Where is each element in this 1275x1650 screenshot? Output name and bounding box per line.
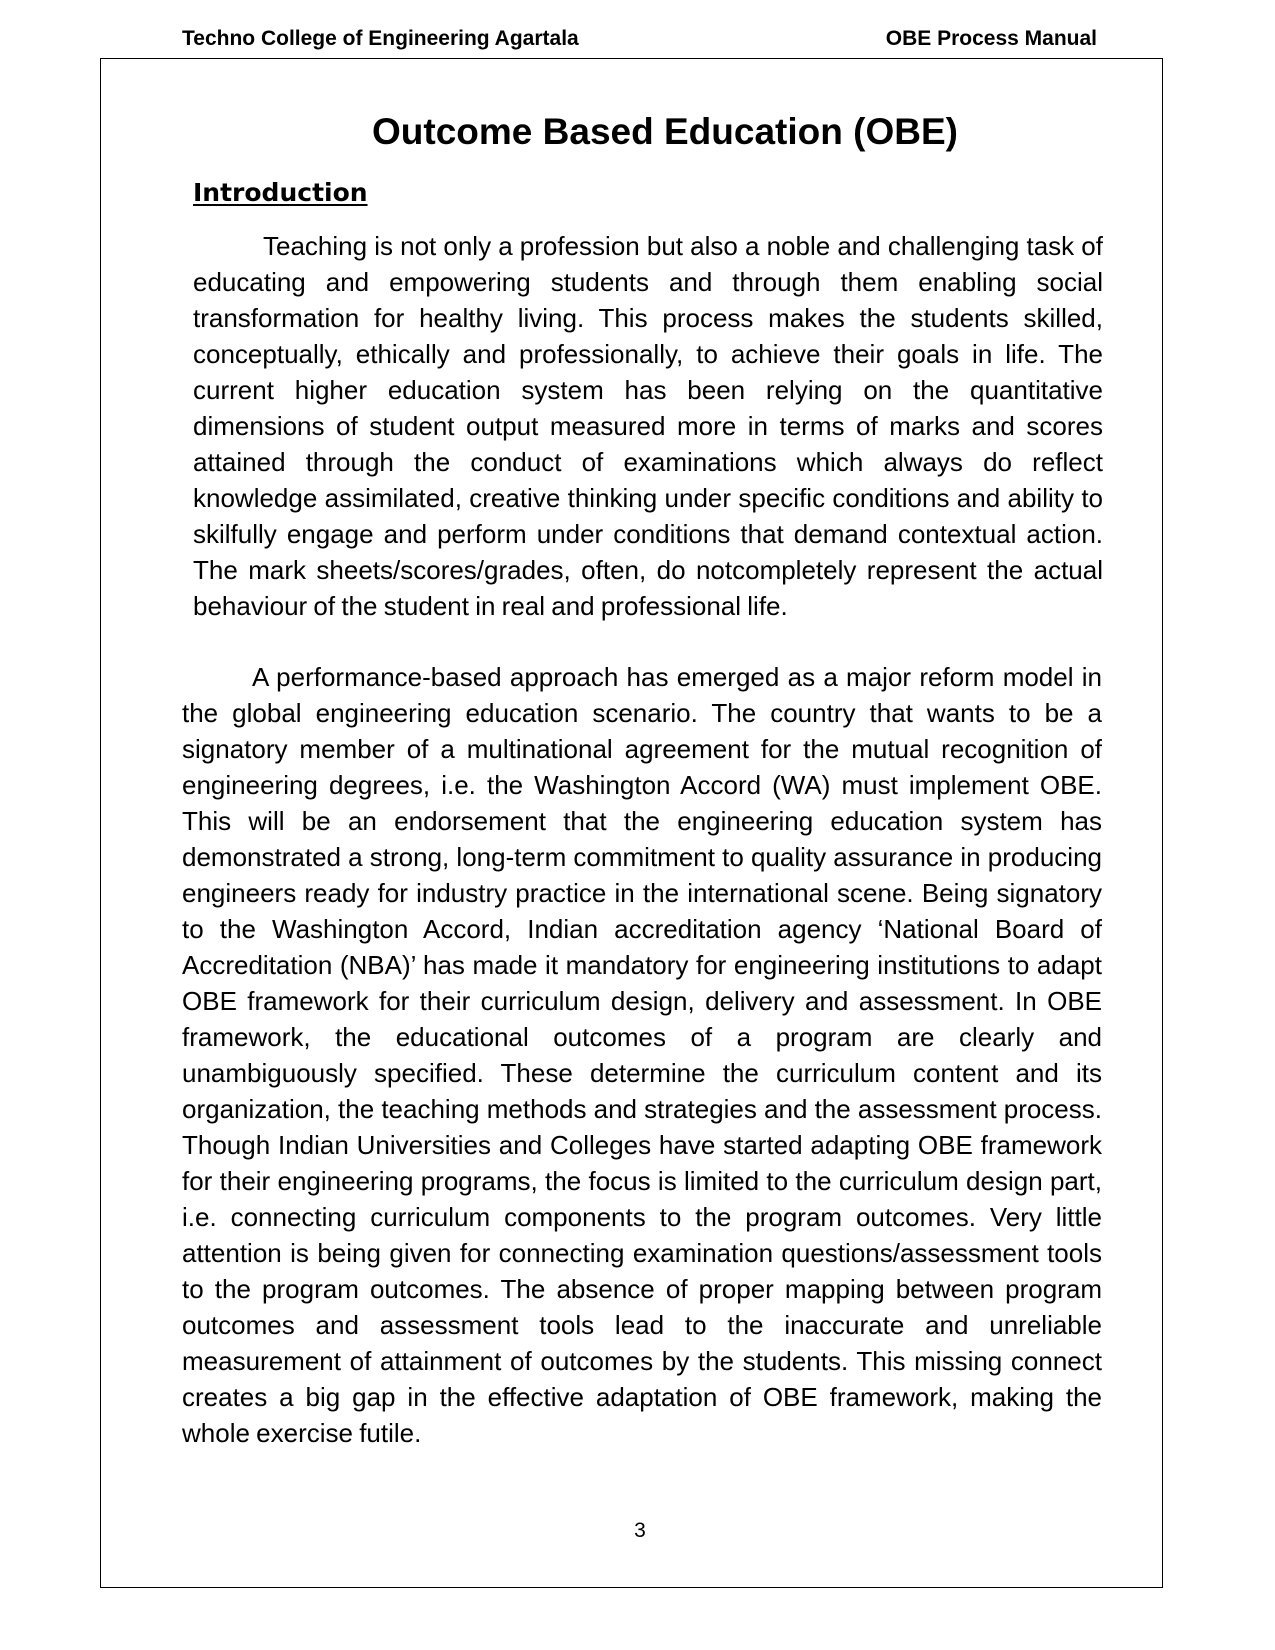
header-document-name: OBE Process Manual xyxy=(885,27,1097,50)
page-number: 3 xyxy=(634,1519,646,1542)
body-paragraph: A performance-based approach has emerged as a major reform model in the global engineering education scenario. The country that wants to be a signatory member of a multinational agreement for the mutual recognition of engineering degrees, i.e. the Washington Accord (WA) must implement OBE. This will be an endorsement that the engineering education system has demonstrated a strong, long-term commitment to quality assurance in producing engineers ready for industry practice in the international scene. Being signatory to the Washington Accord, Indian accreditation agency ‘National Board of Accreditation (NBA)’ has made it mandatory for engineering institutions to adapt OBE framework for their curriculum design, delivery and assessment. In OBE framework, the educational outcomes of a program are clearly and unambiguously specified. These determine the curriculum content and its organization, the teaching methods and strategies and the assessment process. Though Indian Universities and Colleges have started adapting OBE framework for their engineering programs, the focus is limited to the curriculum design part, i.e. connecting curriculum components to the program outcomes. Very little attention is being given for connecting examination questions/assessment tools to the program outcomes. The absence of proper mapping between program outcomes and assessment tools lead to the inaccurate and unreliable measurement of attainment of outcomes by the students. This missing connect creates a big gap in the effective adaptation of OBE framework, making the whole exercise futile. xyxy=(182,662,1102,1448)
header-institution: Techno College of Engineering Agartala xyxy=(182,27,579,50)
document-title: Outcome Based Education (OBE) xyxy=(372,111,958,152)
body-paragraph: Teaching is not only a profession but also a noble and challenging task of educating and empowering students and through them enabling social transformation for healthy living. This process makes the students skilled, conceptually, ethically and professionally, to achieve their goals in life. The current higher education system has been relying on the quantitative dimensions of student output measured more in terms of marks and scores attained through the conduct of examinations which always do reflect knowledge assimilated, creative thinking under specific conditions and ability to skilfully engage and perform under conditions that demand contextual action. The mark sheets/scores/grades, often, do notcompletely represent the actual behaviour of the student in real and professional life. xyxy=(193,231,1103,621)
running-header xyxy=(182,26,1097,52)
section-heading-introduction: Introduction xyxy=(193,178,368,207)
